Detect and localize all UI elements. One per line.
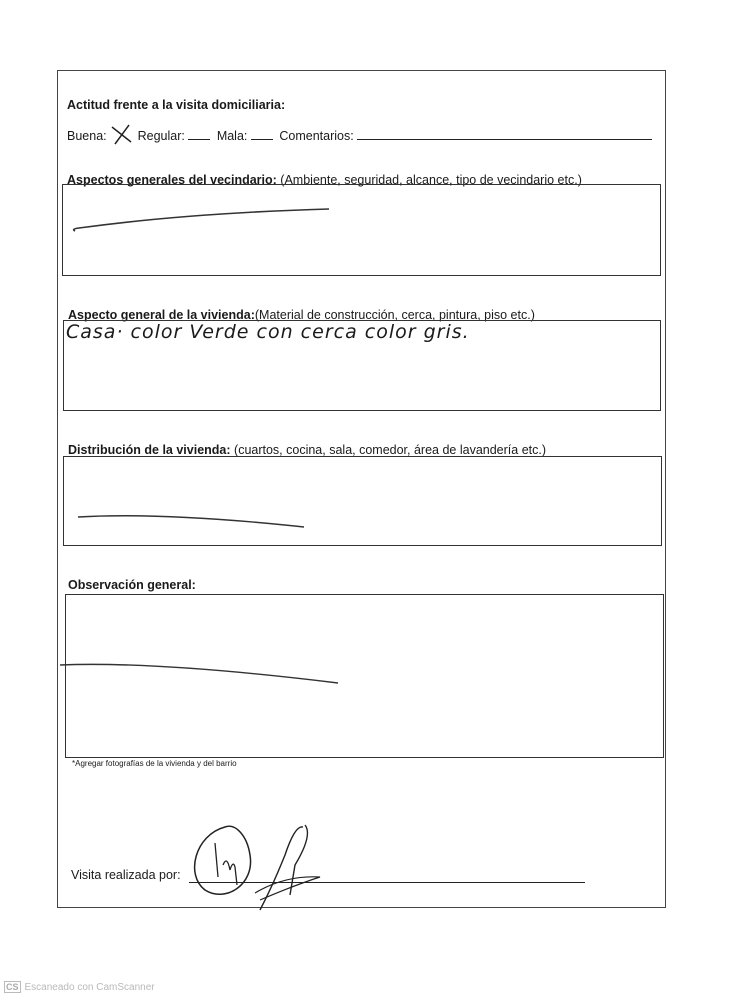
strikethrough-line	[74, 507, 374, 537]
housing-aspect-hint: (Material de construcción, cerca, pintura, piso etc.)	[254, 308, 535, 322]
observation-footnote: *Agregar fotografías de la vivienda y del barrio	[72, 759, 237, 768]
buena-label: Buena:	[67, 129, 107, 143]
attitude-title: Actitud frente a la visita domiciliaria:	[67, 98, 286, 112]
attitude-row	[67, 128, 652, 143]
observation-box[interactable]	[65, 594, 664, 758]
housing-aspect-handwritten: Casa· color Verde con cerca color gris.	[66, 321, 470, 343]
regular-blank[interactable]	[188, 129, 210, 140]
observation-title: Observación general:	[68, 578, 196, 592]
signature-label: Visita realizada por:	[71, 868, 181, 882]
distribution-title: Distribución de la vivienda:	[68, 443, 231, 457]
camscanner-watermark	[4, 981, 155, 993]
distribution-hint: (cuartos, cocina, sala, comedor, área de lavandería etc.)	[234, 443, 547, 457]
comentarios-blank[interactable]	[357, 129, 652, 140]
x-mark-icon	[109, 122, 135, 146]
watermark-text: Escaneado con CamScanner	[24, 982, 155, 993]
camscanner-logo: CS	[6, 982, 19, 992]
strikethrough-line	[58, 655, 358, 695]
regular-label: Regular:	[137, 129, 185, 143]
strikethrough-line	[69, 205, 369, 245]
mala-blank[interactable]	[251, 129, 273, 140]
housing-aspect-title: Aspecto general de la vivienda:	[68, 308, 255, 322]
housing-aspect-box[interactable]	[63, 320, 661, 411]
neighborhood-hint: (Ambiente, seguridad, alcance, tipo de vecindario etc.)	[280, 173, 582, 187]
buena-checkbox[interactable]	[110, 128, 134, 140]
neighborhood-box[interactable]	[62, 184, 661, 276]
signature-image	[185, 815, 335, 915]
neighborhood-title: Aspectos generales del vecindario:	[67, 173, 277, 187]
comentarios-label: Comentarios:	[279, 129, 354, 143]
distribution-box[interactable]	[63, 456, 662, 546]
mala-label: Mala:	[216, 129, 248, 143]
distribution-heading	[68, 443, 546, 457]
